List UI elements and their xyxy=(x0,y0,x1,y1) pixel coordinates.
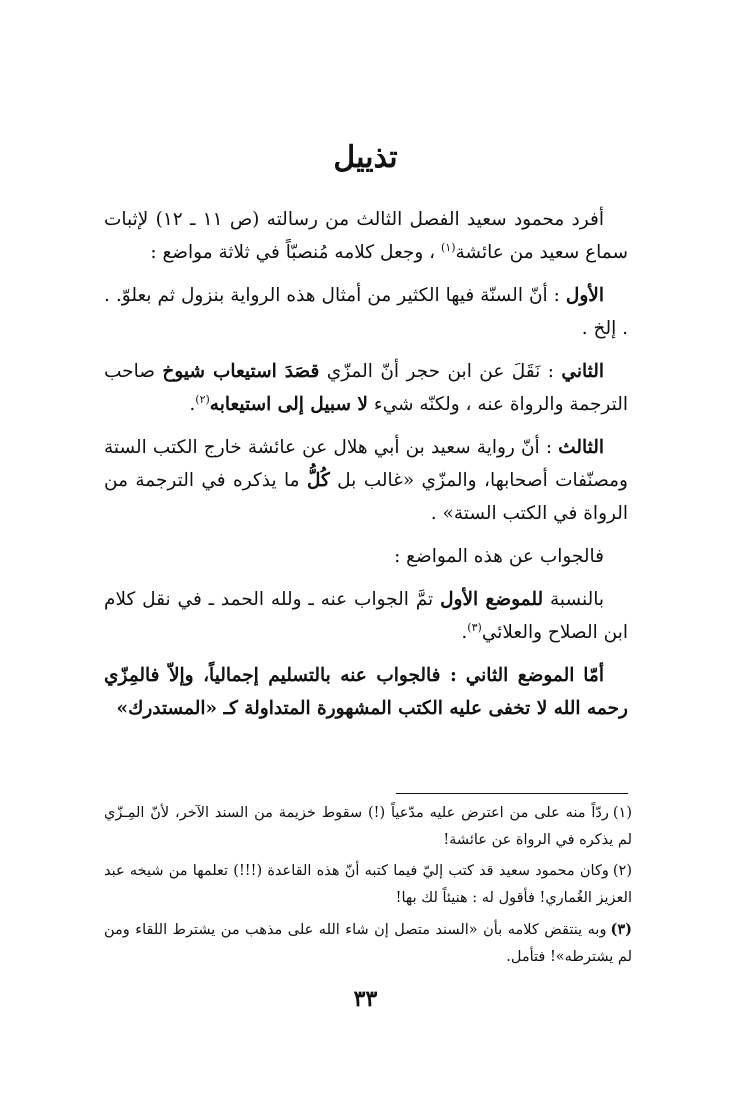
position-two-bold-b: : فالجواب عنه بالتسليم إجمالياً، وإلاّ فالمِزّي رحمه الله لا تخفى عليه الكتب المشهورة المتداولة كـ «المستدرك» xyxy=(104,665,628,719)
second-point-text-b: صاحب الترجمة والرواة عنه ، ولكنّه شيء xyxy=(104,361,628,415)
page-number: ٣٣ xyxy=(353,986,378,1012)
position-two-paragraph xyxy=(104,659,628,725)
second-point-text-a: : نَقَلَ عن ابن حجر أنّ المزّي xyxy=(326,361,554,382)
footnotes xyxy=(104,800,632,975)
footnote-text: وكان محمود سعيد قد كتب إليّ فيما كتبه أنّ هذه القاعدة (!!!) تعلمها من شيخه عبد العزيز الغُماري! فأقول له : هنيئاً لك بها! xyxy=(104,863,632,906)
footnote-ref-2[interactable]: (٢) xyxy=(195,392,210,406)
main-text xyxy=(104,203,628,735)
footnote-text: ردّاً منه على من اعترض عليه مدّعياً (!) سقوط خزيمة من السند الآخر، لأنّ المِـزّي لم يذكره في الرواة عن عائشة! xyxy=(104,805,632,848)
position-two-bold-a: الموضع الثاني xyxy=(465,665,575,686)
third-point-paragraph xyxy=(104,431,628,530)
footnote-number: (٢) xyxy=(612,863,632,879)
position-one-paragraph xyxy=(104,583,628,649)
footnote-ref-3[interactable]: (٣) xyxy=(467,620,482,634)
footnote-ref-1[interactable]: (١) xyxy=(441,240,456,254)
position-one-text-b: تمَّ الجواب عنه ـ ولله الحمد ـ في نقل كلام ابن الصلاح والعلائي xyxy=(104,589,628,643)
third-point-bold: كُلُّ xyxy=(306,470,330,491)
first-point-label: الأول xyxy=(565,285,604,306)
intro-text-a: أفرد محمود سعيد الفصل الثالث من رسالته (ص ١١ ـ ١٢) لإثبات سماع سعيد من عائشة xyxy=(104,209,628,263)
position-one-text-a: بالنسبة xyxy=(549,589,604,610)
position-two-text-a: أمّا xyxy=(583,665,604,686)
footnote-number: (٣) xyxy=(610,921,632,938)
second-point-bold-a: قصَدَ استيعاب شيوخ xyxy=(162,361,320,382)
second-point-paragraph xyxy=(104,355,628,421)
answer-intro-text: فالجواب عن هذه المواضع : xyxy=(394,546,604,567)
first-point-text: : أنّ السنّة فيها الكثير من أمثال هذه الرواية بنزول ثم بعلوّ. . . إلخ . xyxy=(104,285,628,339)
second-point-end: . xyxy=(189,394,196,415)
intro-text-b: ، وجعل كلامه مُنصبّاً في ثلاثة مواضع : xyxy=(150,242,436,263)
intro-paragraph xyxy=(104,203,628,269)
footnote-divider xyxy=(396,793,628,794)
position-one-bold: للموضع الأول xyxy=(440,589,544,610)
footnote-text: وبه ينتقض كلامه بأن «السند متصل إن شاء الله على مذهب من يشترط اللقاء ومن لم يشترطه»! فتأمل. xyxy=(104,922,632,965)
footnote-1 xyxy=(104,800,632,854)
footnote-number: (١) xyxy=(612,805,632,821)
position-one-end: . xyxy=(461,622,468,643)
footnote-2 xyxy=(104,858,632,912)
answer-intro-paragraph xyxy=(104,540,628,573)
page-title: تذييل xyxy=(333,140,398,175)
third-point-text-b: ما يذكره في الترجمة من الرواة في الكتب الستة» . xyxy=(104,470,628,524)
second-point-label: الثاني xyxy=(561,361,604,382)
second-point-bold-b: لا سبيل إلى استيعابه xyxy=(209,394,368,415)
first-point-paragraph xyxy=(104,279,628,345)
footnote-3 xyxy=(104,916,632,971)
third-point-label: الثالث xyxy=(558,437,604,458)
third-point-text-a: : أنّ رواية سعيد بن أبي هلال عن عائشة خارج الكتب الستة ومصنّفات أصحابها، والمزّي «غالب بل xyxy=(104,437,628,491)
